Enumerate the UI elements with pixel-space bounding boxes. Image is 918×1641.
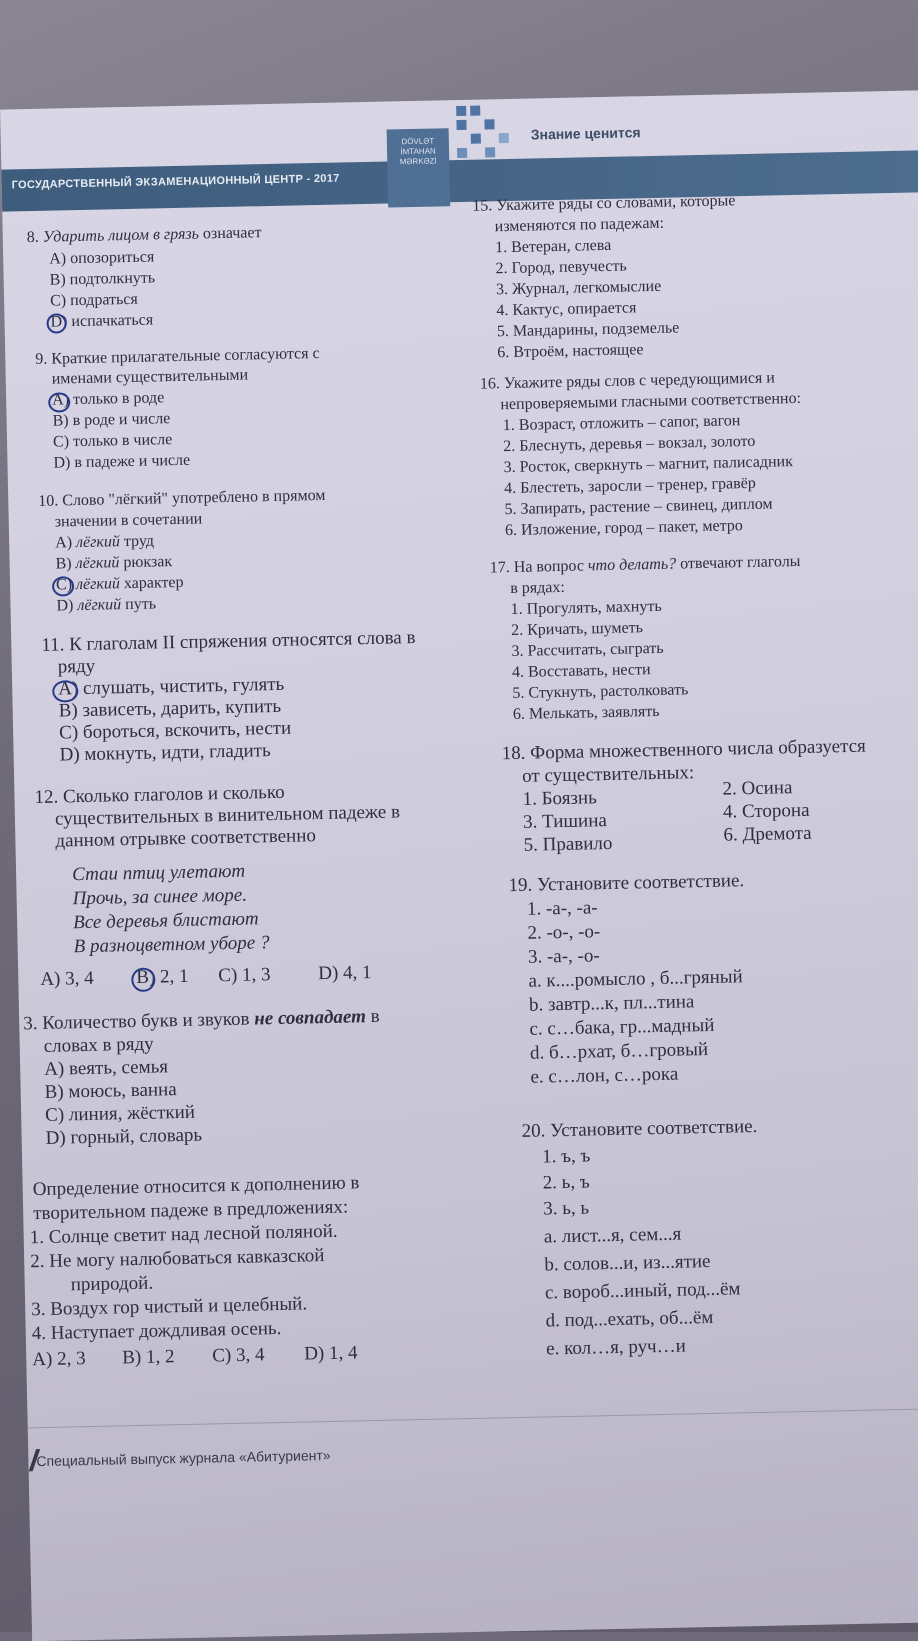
q9-option-c: C) только в числе [52, 431, 173, 451]
q16-item-5: 5. Запирать, растение – свинец, диплом [504, 495, 773, 519]
q15-item-5: 5. Мандарины, подземелье [496, 319, 680, 341]
header-left-title: ГОСУДАРСТВЕННЫЙ ЭКЗАМЕНАЦИОННЫЙ ЦЕНТР - 2017 [11, 172, 340, 192]
q11-option-c: C) бороться, вскочить, нести [58, 717, 292, 744]
q19-letter-e: e. с…лон, с…рока [530, 1063, 679, 1088]
q11-option-a: A) слушать, чистить, гулять [58, 673, 285, 700]
q19-letter-b: b. завтр...к, пл...тина [528, 991, 695, 1016]
q15-title-line2: изменяются по падежам: [494, 214, 665, 236]
q19-title: 19. Установите соответствие. [508, 870, 745, 897]
q11-option-b: B) зависеть, дарить, купить [58, 695, 282, 722]
q13-title-line2: словах в ряду [43, 1033, 154, 1057]
q20-num-3: 3. ь, ь [543, 1197, 590, 1220]
q14-option-d: D) 1, 4 [304, 1342, 358, 1365]
q16-item-4: 4. Блестеть, заросли – тренер, гравёр [503, 474, 756, 498]
q13-title-line1: 3. Количество букв и звуков не совпадает в [23, 1005, 380, 1035]
q20-letter-e: e. кол…я, руч…и [545, 1335, 687, 1360]
center-logo: DÖVLƏT İMTAHAN MƏRKƏZİ [387, 128, 451, 207]
q14-title-line2: творительном падеже в предложениях: [33, 1196, 349, 1225]
q11-option-d: D) мокнуть, идти, гладить [59, 740, 271, 766]
q16-item-6: 6. Изложение, город – пакет, метро [504, 517, 743, 540]
q12-poem-line1: Стаи птиц улетают [71, 860, 246, 886]
q13-option-d: D) горный, словарь [45, 1124, 203, 1149]
q12-option-d: D) 4, 1 [318, 962, 372, 985]
q16-item-1: 1. Возраст, отложить – сапог, вагон [502, 412, 741, 435]
q10-option-d: D) лёгкий путь [56, 595, 157, 615]
q13-option-a: A) веять, семья [43, 1056, 169, 1080]
q8-option-d: D) испачкаться [50, 311, 154, 331]
q15-item-4: 4. Кактус, опирается [496, 299, 637, 320]
q14-option-b: B) 1, 2 [122, 1346, 175, 1369]
q17-item-6: 6. Мелькать, заявлять [512, 702, 660, 724]
q16-item-3: 3. Росток, сверкнуть – магнит, палисадник [503, 453, 794, 477]
q9-option-a: A) только в роде [52, 389, 165, 409]
q15-item-6: 6. Втроём, настоящее [497, 341, 644, 362]
q17-item-1: 1. Прогулять, махнуть [510, 597, 662, 619]
q18-title-line1: 18. Форма множественного числа образуется [501, 735, 866, 765]
q19-letter-d: d. б…рхат, б…гровый [529, 1038, 709, 1064]
q17-item-5: 5. Стукнуть, растолковать [512, 681, 689, 703]
footer-caption: Специальный выпуск журнала «Абитуриент» [36, 1446, 331, 1470]
q15-item-2: 2. Город, певучесть [495, 257, 627, 278]
q12-title-line2: существительных в винительном падеже в [54, 801, 401, 830]
q15-title-line1: 15. Укажите ряды со словами, которые [472, 192, 736, 215]
q10-option-a: A) лёгкий труд [55, 532, 155, 552]
q14-item-1: 1. Солнце светит над лесной поляной. [29, 1220, 338, 1249]
q12-title-line3: данном отрывке соответственно [55, 825, 317, 852]
q12-poem-line4: В разноцветном уборе ? [73, 932, 270, 958]
q8-title: 8. Ударить лицом в грязь означает [26, 224, 262, 247]
q18-item-2: 2. Осина [722, 777, 793, 800]
q19-num-3: 3. -а-, -о- [527, 945, 600, 968]
q18-item-3: 3. Тишина [522, 810, 608, 833]
q18-item-1: 1. Боязнь [522, 787, 598, 810]
q11-title-line2: ряду [57, 655, 96, 678]
q16-item-2: 2. Блеснуть, деревья – вокзал, золото [503, 432, 756, 456]
q17-title-line1: 17. На вопрос что делать? отвечают глаголы [489, 552, 801, 577]
q14-option-a: A) 2, 3 [32, 1348, 86, 1371]
q12-poem-line3: Все деревья блистают [72, 908, 259, 934]
q18-title-line2: от существительных: [521, 762, 695, 787]
q13-option-b: B) моюсь, ванна [44, 1079, 177, 1103]
q18-item-6: 6. Дремота [723, 822, 812, 846]
q20-num-1: 1. ъ, ъ [541, 1145, 591, 1168]
q10-title-line1: 10. Слово "лёгкий" употреблено в прямом [38, 486, 326, 510]
q14-item-4: 4. Наступает дождливая осень. [31, 1317, 282, 1345]
header-right-slogan: Знание ценится [530, 124, 641, 143]
q16-title-line1: 16. Укажите ряды слов с чередующимися и [479, 369, 776, 393]
q12-poem-line2: Прочь, за синее море. [72, 884, 248, 910]
q17-item-2: 2. Кричать, шуметь [510, 619, 644, 640]
exam-page [0, 90, 918, 1641]
q14-option-c: C) 3, 4 [212, 1344, 265, 1367]
q20-letter-b: b. солов...и, из...ятие [544, 1250, 711, 1276]
q15-item-3: 3. Журнал, легкомыслие [495, 277, 662, 299]
q15-item-1: 1. Ветеран, слева [494, 236, 612, 257]
q10-title-line2: значении в сочетании [54, 510, 203, 531]
footer-divider [28, 1408, 918, 1428]
q20-letter-d: d. под...ехать, об...ём [545, 1306, 714, 1332]
q19-letter-a: a. к....ромысло , б...гряный [528, 966, 743, 992]
q8-option-a: A) опозориться [49, 248, 155, 268]
q13-option-c: C) линия, жёсткий [44, 1101, 196, 1126]
q20-title: 20. Установите соответствие. [521, 1115, 758, 1142]
q8-option-b: B) подтолкнуть [49, 269, 156, 289]
q12-option-b: B) 2, 1 [136, 965, 189, 988]
q17-item-4: 4. Восставать, нести [511, 661, 651, 682]
q14-title-line1: Определение относится к дополнению в [32, 1172, 360, 1201]
q20-num-2: 2. ь, ъ [542, 1171, 590, 1194]
q9-answer-mark [48, 392, 70, 412]
q12-option-a: A) 3, 4 [40, 967, 94, 990]
q9-title-line2: именами существительными [51, 366, 249, 388]
q20-letter-c: c. вороб...иный, под...ём [544, 1278, 741, 1304]
q19-letter-c: c. с…бака, гр...мадный [529, 1014, 715, 1040]
q19-num-2: 2. -о-, -о- [527, 921, 601, 944]
q18-item-5: 5. Правило [523, 832, 613, 856]
q10-option-b: B) лёгкий рюкзак [55, 553, 173, 573]
q14-item-2: 2. Не могу налюбоваться кавказской [30, 1245, 325, 1273]
q9-option-b: B) в роде и числе [52, 410, 171, 430]
logo-squares-graphic [456, 105, 517, 170]
q10-option-c: C) лёгкий характер [55, 573, 184, 594]
q12-option-c: C) 1, 3 [218, 964, 271, 987]
q14-item-3: 3. Воздух гор чистый и целебный. [31, 1293, 308, 1321]
q12-title-line1: 12. Сколько глаголов и сколько [34, 781, 285, 809]
q14-item-2-cont: природой. [70, 1272, 154, 1296]
q11-title-line1: 11. К глаголам II спряжения относятся слова в [41, 627, 416, 656]
q9-option-d: D) в падеже и числе [53, 451, 191, 472]
q20-letter-a: a. лист...я, сем...я [543, 1223, 682, 1248]
q17-item-3: 3. Рассчитать, сыграть [511, 639, 664, 661]
q9-title-line1: 9. Краткие прилагательные согласуются с [35, 344, 320, 368]
q19-num-1: 1. -а-, -а- [526, 897, 598, 920]
q18-item-4: 4. Сторона [722, 799, 810, 823]
q17-title-line2: в рядах: [510, 578, 566, 598]
q16-title-line2: непроверяемыми гласными соответственно: [500, 389, 802, 414]
q8-option-c: C) подраться [49, 290, 138, 310]
